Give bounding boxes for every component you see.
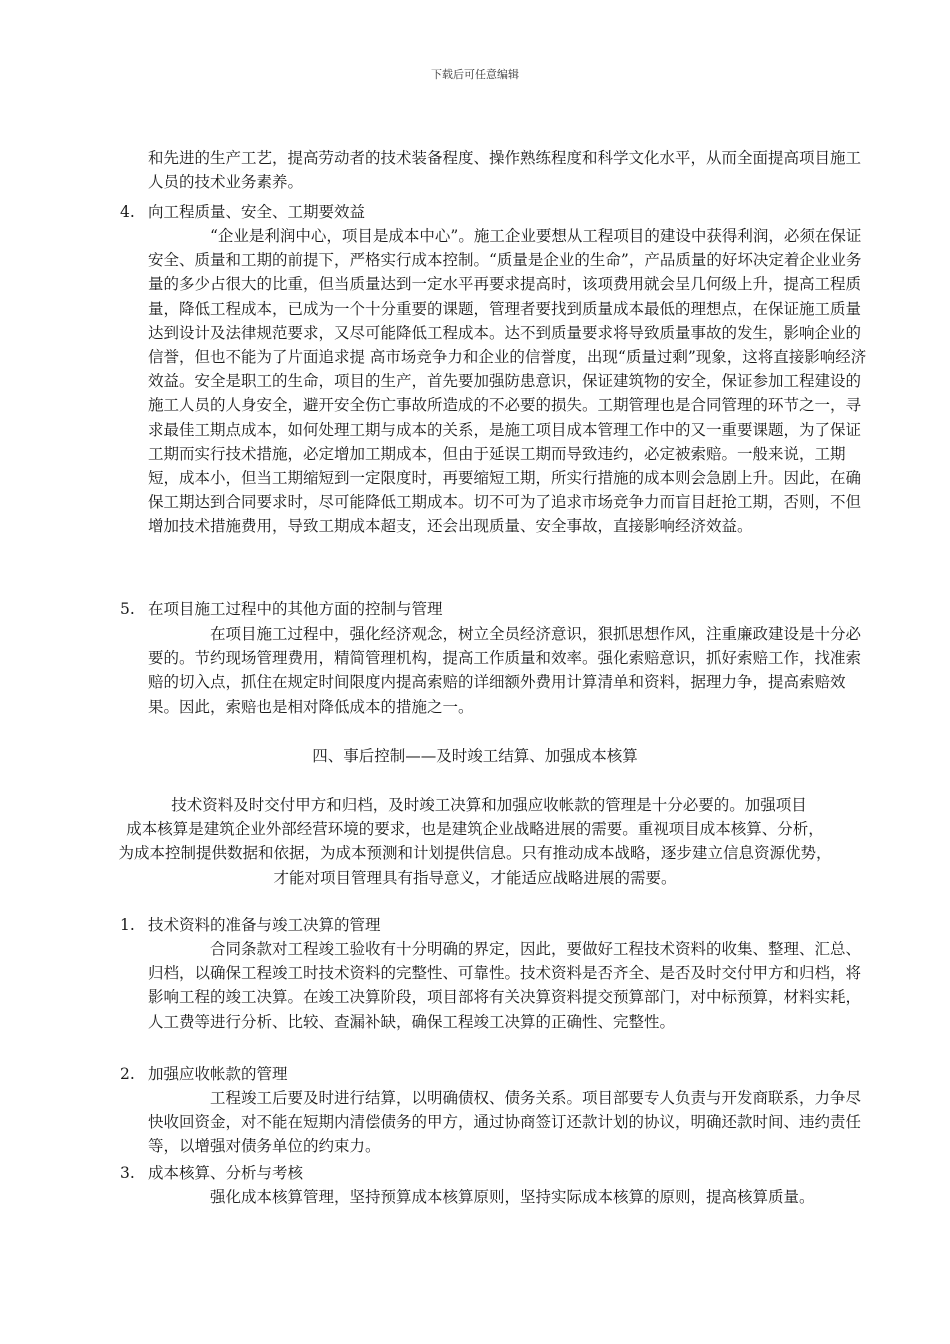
item5-body: 在项目施工过程中，强化经济观念，树立全员经济意识，狠抓思想作风，注重廉政建设是十分必要的。节约现场管理费用，精简管理机构，提高工作质量和效率。强化索赔意识，抓好索赔工作，找准索赔的切入点，抓住在规定时间限度内提高索赔的详细额外费用计算清单和资料，据理力争，提高索赔效果。因此，索赔也是相对降低成本的措施之一。 [148, 625, 862, 716]
section-intro-line: 技术资料及时交付甲方和归档，及时竣工决算和加强应收帐款的管理是十分必要的。加强项目 [171, 796, 807, 814]
page-header: 下载后可任意编辑 [431, 68, 519, 81]
item4-heading: 向工程质量、安全、工期要效益 [148, 203, 366, 221]
section-intro-line: 成本核算是建筑企业外部经营环境的要求，也是建筑企业战略进展的需要。重视项目成本核算、分析， [126, 820, 824, 839]
sub1-heading: 技术资料的准备与竣工决算的管理 [148, 916, 381, 934]
item4-body: “企业是利润中心，项目是成本中心”。施工企业要想从工程项目的建设中获得利润，必须在保证安全、质量和工期的前提下，严格实行成本控制。“质量是企业的生命”，产品质量的好坏决定着企业业务量的多少占很大的比重，但当质量达到一定水平再要求提高时，该项费用就会呈几何级上升，提高工程质量，降低工程成本，已成为一个十分重要的课题，管理者要找到质量成本最低的理想点，在保证施工质量达到设计及法律规范要求，又尽可能降低工程成本。达不到质量要求将导致质量事故的发生，影响企业的信誉，但也不能为了片面追求提 高市场竞争力和企业的信誉度，出现“质量过剩”现象，这将直接影响经济效益。安全是职工的生命，项目的生产，首先要加强防患意识，保证建筑物的安全，保证参加工程建设的施工人员的人身安全，避开安全伤亡事故所造成的不必要的损失。工期管理也是合同管理的环节之一，寻求最佳工期点成本，如何处理工期与成本的关系，是施工项目成本管理工作中的又一重要课题，为了保证工期而实行技术措施，必定增加工期成本，但由于延误工期而导致违约，必定被索赔。一般来说，工期短，成本小，但当工期缩短到一定限度时，再要缩短工期，所实行措施的成本则会急剧上升。因此，在确保工期达到合同要求时，尽可能降低工期成本。切不可为了追求市场竞争力而盲目赶抢工期，否则，不但增加技术措施费用，导致工期成本超支，还会出现质量、安全事故，直接影响经济效益。 [148, 227, 867, 536]
section-intro-line: 才能对项目管理具有指导意义，才能适应战略进展的需要。 [273, 868, 677, 887]
sub3-number: 3. [120, 1164, 135, 1182]
sub2-number: 2. [120, 1065, 135, 1083]
sub3-heading: 成本核算、分析与考核 [148, 1164, 304, 1182]
sub1-number: 1. [120, 916, 135, 934]
sub2-body: 工程竣工后要及时进行结算，以明确债权、债务关系。项目部要专人负责与开发商联系，力争尽快收回资金，对不能在短期内清偿债务的甲方，通过协商签订还款计划的协议，明确还款时间、违约责任等，以增强对债务单位的约束力。 [148, 1089, 862, 1156]
sub3-body: 强化成本核算管理，坚持预算成本核算原则，坚持实际成本核算的原则，提高核算质量。 [210, 1188, 815, 1206]
item4-number: 4. [120, 203, 135, 221]
intro-paragraph: 和先进的生产工艺，提高劳动者的技术装备程度、操作熟练程度和科学文化水平，从而全面提高项目施工人员的技术业务素养。 [148, 149, 862, 192]
item5-heading: 在项目施工过程中的其他方面的控制与管理 [148, 600, 443, 618]
sub2-heading: 加强应收帐款的管理 [148, 1065, 288, 1083]
item5-number: 5. [120, 600, 135, 618]
section-heading: 四、事后控制——及时竣工结算、加强成本核算 [312, 747, 638, 765]
section-intro [80, 793, 870, 890]
sub1-body: 合同条款对工程竣工验收有十分明确的界定，因此，要做好工程技术资料的收集、整理、汇总、归档，以确保工程竣工时技术资料的完整性、可靠性。技术资料是否齐全、是否及时交付甲方和归档，将影响工程的竣工决算。在竣工决算阶段，项目部将有关决算资料提交预算部门，对中标预算，材料实耗，人工费等进行分析、比较、查漏补缺，确保工程竣工决算的正确性、完整性。 [148, 940, 862, 1031]
section-intro-line: 为成本控制提供数据和依据，为成本预测和计划提供信息。只有推动成本战略，逐步建立信息资源优势， [118, 844, 832, 863]
